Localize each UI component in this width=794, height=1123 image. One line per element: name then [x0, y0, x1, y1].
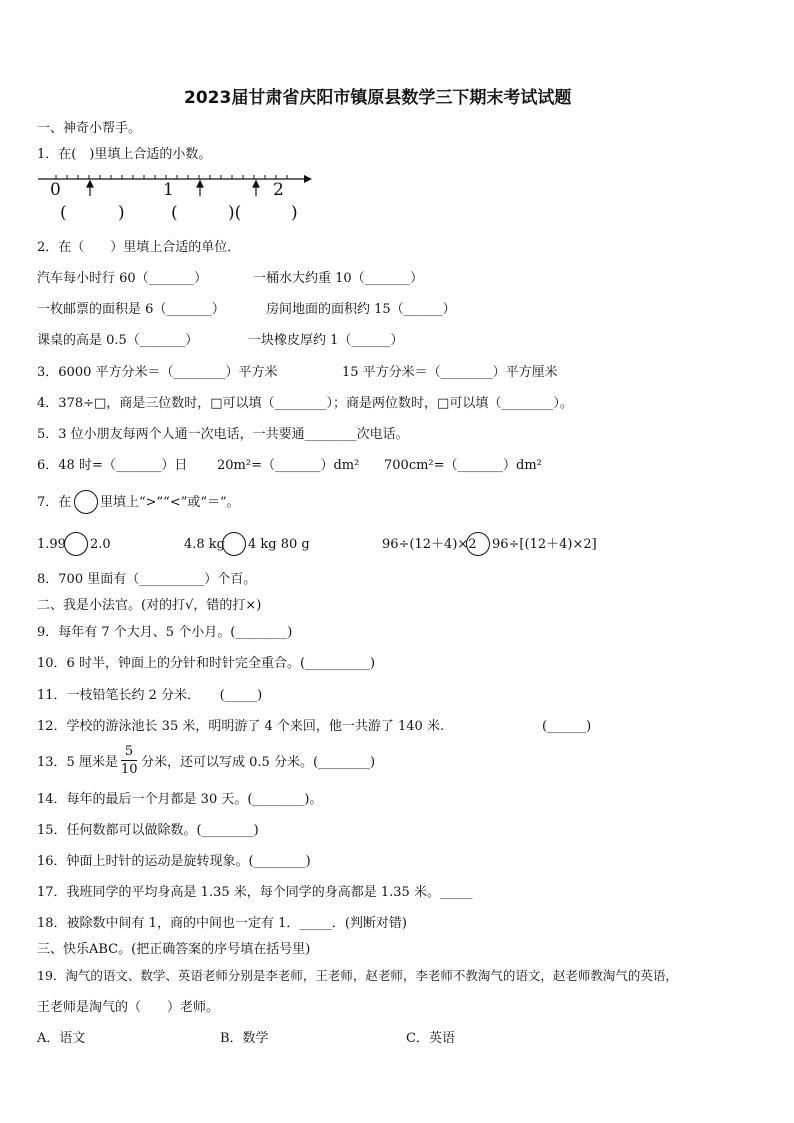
number-line-ticks — [56, 175, 287, 179]
question-19: 19．淘气的语文、数学、英语老师分别是李老师，王老师，赵老师，李老师不教淘气的语文，赵老师教淘气的英语， — [37, 968, 678, 983]
comparison-circle[interactable] — [466, 532, 490, 556]
comparison-right: 2.0 — [90, 537, 111, 552]
comparison-left: 96÷(12＋4)×2 — [382, 537, 477, 552]
question-12: 12．学校的游泳池长 35 米，明明游了 4 个来回，他一共游了 140 米. — [37, 719, 445, 734]
fraction-numerator: 5 — [124, 744, 134, 759]
option-a: A．语文 — [37, 1031, 86, 1046]
question-2-item: 课桌的高是 0.5（_______） — [37, 333, 199, 348]
question-18: 18．被除数中间有 1，商的中间也一定有 1．_____．(判断对错) — [37, 916, 407, 931]
page-title: 2023届甘肃省庆阳市镇原县数学三下期末考试试题 — [184, 88, 572, 108]
number-line-paren: )( — [228, 203, 242, 223]
number-line-paren: ( — [171, 203, 178, 223]
section-2-heading: 二、我是小法官。(对的打√，错的打×) — [37, 598, 262, 613]
question-7-stem: 7．在 — [37, 495, 72, 510]
question-8: 8．700 里面有（__________）个百。 — [37, 572, 257, 587]
question-1: 1．在( )里填上合适的小数。 — [37, 147, 212, 162]
question-5: 5．3 位小朋友每两个人通一次电话，一共要通________次电话。 — [37, 427, 409, 442]
question-13: 13．5 厘米是 — [37, 755, 118, 770]
comparison-circle[interactable] — [64, 532, 88, 556]
number-line-label-1: 1 — [163, 180, 174, 200]
question-16: 16．钟面上时针的运动是旋转现象。(________) — [37, 854, 311, 869]
question-10: 10．6 时半，钟面上的分针和时针完全重合。(__________) — [37, 656, 376, 671]
comparison-left: 1.99 — [37, 537, 66, 552]
comparison-right: 4 kg 80 g — [248, 537, 310, 552]
question-14: 14．每年的最后一个月都是 30 天。(________)。 — [37, 792, 323, 807]
question-19: 王老师是淘气的（ ）老师。 — [37, 1000, 220, 1015]
question-13: 分米，还可以写成 0.5 分米。(________) — [141, 755, 376, 770]
question-2-item: 一枚邮票的面积是 6（_______） — [37, 302, 225, 317]
question-2-item: 一桶水大约重 10（_______） — [253, 271, 424, 286]
question-12-answer: (______) — [542, 719, 592, 734]
comparison-circle[interactable] — [74, 490, 98, 514]
comparison-right: 96÷[(12＋4)×2] — [492, 537, 597, 552]
number-line-paren: ) — [291, 203, 298, 223]
section-1-heading: 一、神奇小帮手。 — [37, 121, 142, 136]
question-2-item: 一块橡皮厚约 1（______） — [248, 333, 404, 348]
fraction — [121, 745, 137, 776]
question-2-item: 汽车每小时行 60（_______） — [37, 271, 208, 286]
question-3b: 15 平方分米＝（________）平方厘米 — [342, 365, 558, 380]
number-line-paren: ) — [118, 203, 125, 223]
option-c: C．英语 — [406, 1031, 455, 1046]
number-line-arrow-head — [304, 175, 312, 183]
question-6a: 6．48 时=（_______）日 — [37, 458, 188, 473]
question-6b: 20m²=（_______）dm² — [217, 458, 360, 473]
fraction-bar — [121, 760, 137, 761]
question-9: 9．每年有 7 个大月、5 个小月。(________) — [37, 625, 293, 640]
question-11: 11．一枝铅笔长约 2 分米． (_____) — [37, 688, 263, 703]
question-6c: 700cm²=（_______）dm² — [384, 458, 542, 473]
question-7-stem: 里填上“>”“<”或“＝”。 — [100, 495, 240, 510]
question-17: 17．我班同学的平均身高是 1.35 米，每个同学的身高都是 1.35 米。_____ — [37, 885, 473, 900]
comparison-circle[interactable] — [222, 532, 246, 556]
number-line-paren: ( — [60, 203, 67, 223]
option-b: B．数学 — [220, 1031, 269, 1046]
question-3a: 3．6000 平方分米＝（________）平方米 — [37, 365, 278, 380]
number-line-label-0: 0 — [50, 180, 61, 200]
question-2-item: 房间地面的面积约 15（______） — [266, 302, 456, 317]
number-line-label-2: 2 — [273, 180, 284, 200]
question-4: 4．378÷□，商是三位数时，□可以填（________）；商是两位数时，□可以填（________）。 — [37, 396, 573, 411]
fraction-denominator: 10 — [121, 762, 138, 777]
question-2-stem: 2．在（ ）里填上合适的单位． — [37, 240, 241, 255]
section-3-heading: 三、快乐ABC。(把正确答案的序号填在括号里) — [37, 942, 311, 957]
comparison-left: 4.8 kg — [184, 537, 226, 552]
question-15: 15．任何数都可以做除数。(________) — [37, 823, 259, 838]
